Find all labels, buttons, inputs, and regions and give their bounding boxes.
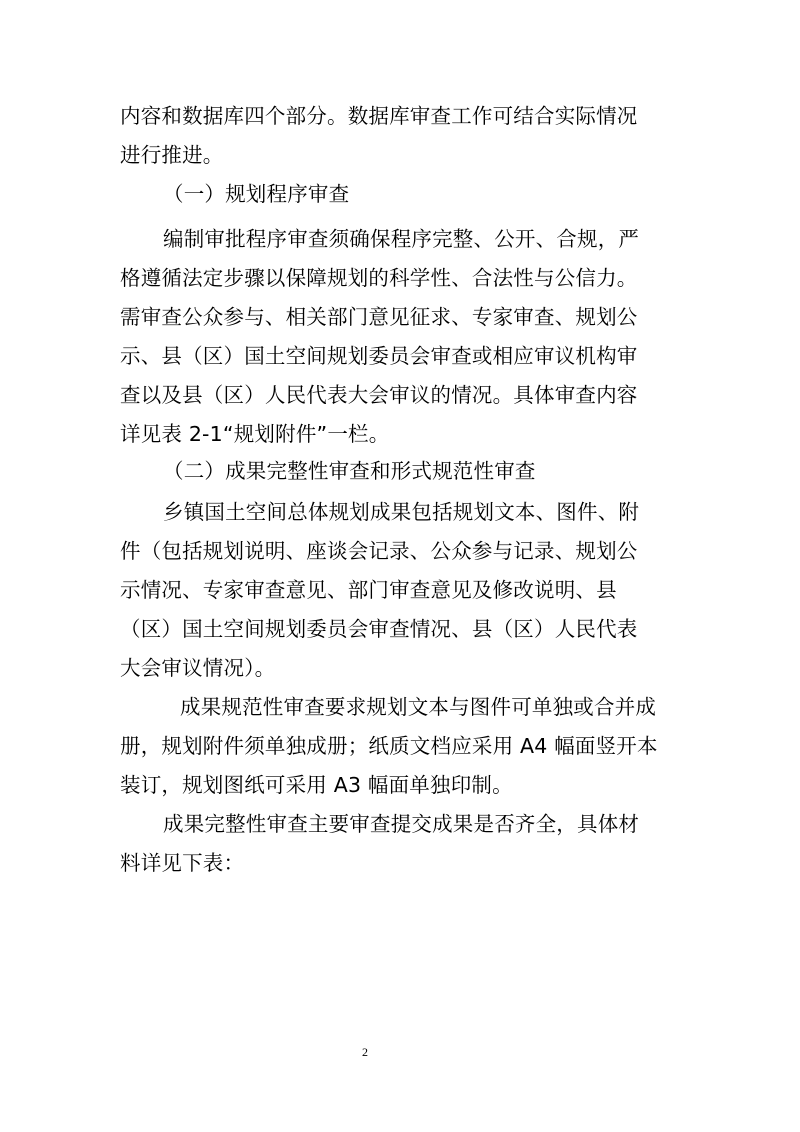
section-heading-procedure: （一）规划程序审查	[163, 182, 350, 206]
body-line: 进行推进。	[120, 143, 224, 167]
body-line: 装订，规划图纸可采用 A3 幅面单独印制。	[120, 773, 513, 797]
body-line: 乡镇国土空间总体规划成果包括规划文本、图件、附	[163, 500, 640, 524]
body-line: 示情况、专家审查意见、部门审查意见及修改说明、县	[120, 578, 617, 602]
body-line: 内容和数据库四个部分。数据库审查工作可结合实际情况	[120, 104, 638, 128]
body-line: 件（包括规划说明、座谈会记录、公众参与记录、规划公	[120, 539, 638, 563]
body-line: 大会审议情况）。	[120, 656, 276, 680]
body-line: （区）国土空间规划委员会审查情况、县（区）人民代表	[120, 617, 638, 641]
body-line: 料详见下表：	[120, 851, 245, 875]
body-line: 示、县（区）国土空间规划委员会审查或相应审议机构审	[120, 344, 638, 368]
body-line: 成果规范性审查要求规划文本与图件可单独或合并成	[180, 695, 657, 719]
section-heading-completeness: （二）成果完整性审查和形式规范性审查	[163, 459, 536, 483]
body-line: 需审查公众参与、相关部门意见征求、专家审查、规划公	[120, 305, 638, 329]
body-line: 册，规划附件须单独成册；纸质文档应采用 A4 幅面竖开本	[120, 734, 658, 758]
body-line: 查以及县（区）人民代表大会审议的情况。具体审查内容	[120, 383, 638, 407]
page-number: 2	[362, 1045, 368, 1059]
body-line: 编制审批程序审查须确保程序完整、公开、合规，严	[163, 227, 640, 251]
body-line: 成果完整性审查主要审查提交成果是否齐全，具体材	[163, 812, 640, 836]
body-line: 格遵循法定步骤以保障规划的科学性、合法性与公信力。	[120, 266, 638, 290]
body-line: 详见表 2-1“规划附件”一栏。	[120, 422, 390, 446]
